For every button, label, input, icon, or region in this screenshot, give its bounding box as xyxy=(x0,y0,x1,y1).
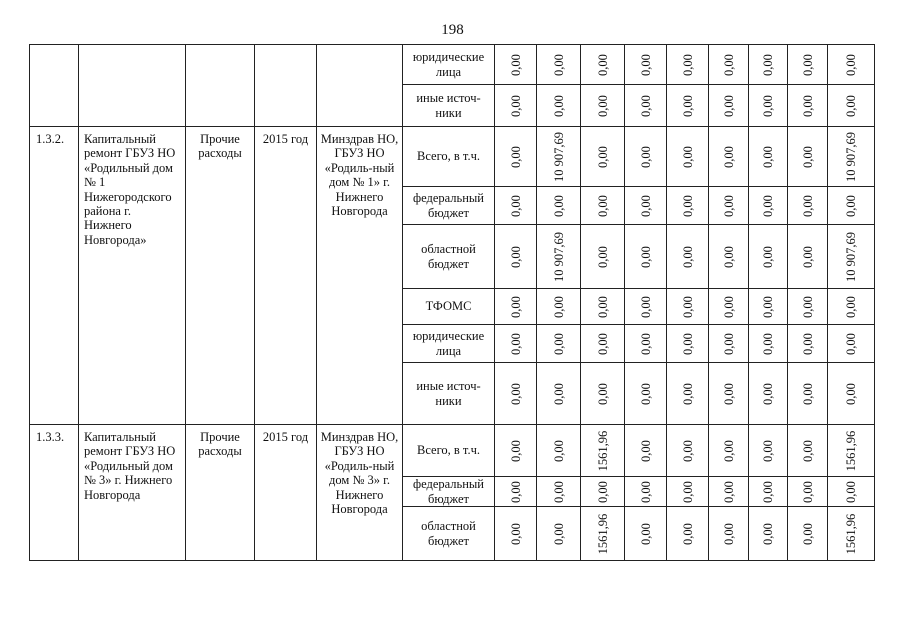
value-text: 0,00 xyxy=(680,332,695,355)
value-cell xyxy=(749,85,788,127)
value-text: 0,00 xyxy=(760,295,775,318)
value-cell xyxy=(788,425,828,477)
value-cell xyxy=(749,187,788,225)
value-cell xyxy=(581,363,625,425)
value-text: 0,00 xyxy=(638,145,653,168)
value-cell xyxy=(788,127,828,187)
item-name: Капитальный ремонт ГБУЗ НО «Родильный дом № 3» г. Нижнего Новгорода xyxy=(79,425,186,561)
value-text: 10 907,69 xyxy=(551,231,566,282)
value-cell xyxy=(667,225,709,289)
value-cell xyxy=(581,425,625,477)
value-cell xyxy=(667,363,709,425)
value-cell xyxy=(581,289,625,325)
value-text: 0,00 xyxy=(508,94,523,117)
value-text: 0,00 xyxy=(760,145,775,168)
value-cell xyxy=(788,45,828,85)
value-text: 0,00 xyxy=(508,245,523,268)
value-cell xyxy=(749,507,788,561)
value-cell xyxy=(495,45,537,85)
value-cell xyxy=(667,289,709,325)
value-cell xyxy=(667,127,709,187)
value-cell xyxy=(709,325,749,363)
value-text: 0,00 xyxy=(508,439,523,462)
value-text: 0,00 xyxy=(800,53,815,76)
value-text: 0,00 xyxy=(508,480,523,503)
value-text: 0,00 xyxy=(721,94,736,117)
value-cell xyxy=(788,477,828,507)
value-cell xyxy=(495,363,537,425)
value-text: 0,00 xyxy=(721,439,736,462)
funding-source: областной бюджет xyxy=(403,507,495,561)
item-executor: Минздрав НО, ГБУЗ НО «Родиль-ный дом № 3» г. Нижнего Новгорода xyxy=(317,425,403,561)
table-row xyxy=(30,127,875,187)
value-text: 0,00 xyxy=(800,439,815,462)
value-cell xyxy=(581,507,625,561)
value-cell xyxy=(581,85,625,127)
value-text: 0,00 xyxy=(760,439,775,462)
value-text: 0,00 xyxy=(508,53,523,76)
value-cell xyxy=(749,325,788,363)
value-cell xyxy=(495,425,537,477)
value-cell xyxy=(625,225,667,289)
table-row xyxy=(30,425,875,477)
value-text: 0,00 xyxy=(800,480,815,503)
item-number: 1.3.3. xyxy=(30,425,79,561)
value-text: 0,00 xyxy=(551,382,566,405)
value-cell xyxy=(709,425,749,477)
value-text: 0,00 xyxy=(551,53,566,76)
value-text: 0,00 xyxy=(760,522,775,545)
value-text: 0,00 xyxy=(551,522,566,545)
value-text: 0,00 xyxy=(760,245,775,268)
value-cell xyxy=(495,325,537,363)
value-text: 0,00 xyxy=(843,382,858,405)
value-text: 0,00 xyxy=(680,439,695,462)
table-row xyxy=(30,45,875,85)
value-cell xyxy=(537,187,581,225)
value-text: 0,00 xyxy=(680,94,695,117)
value-cell xyxy=(537,225,581,289)
funding-source: Всего, в т.ч. xyxy=(403,127,495,187)
value-text: 10 907,69 xyxy=(843,231,858,282)
value-cell xyxy=(788,187,828,225)
value-text: 0,00 xyxy=(508,194,523,217)
value-cell xyxy=(828,425,875,477)
expense-type: Прочие расходы xyxy=(186,127,255,425)
value-cell xyxy=(749,225,788,289)
value-cell xyxy=(495,85,537,127)
value-cell xyxy=(828,187,875,225)
value-cell xyxy=(828,363,875,425)
value-text: 10 907,69 xyxy=(843,131,858,182)
value-text: 0,00 xyxy=(551,194,566,217)
value-cell xyxy=(828,477,875,507)
value-text: 0,00 xyxy=(800,522,815,545)
value-text: 0,00 xyxy=(595,53,610,76)
value-cell xyxy=(537,289,581,325)
value-text: 0,00 xyxy=(800,145,815,168)
value-text: 0,00 xyxy=(595,332,610,355)
value-text: 0,00 xyxy=(721,194,736,217)
value-cell xyxy=(828,45,875,85)
value-text: 0,00 xyxy=(595,145,610,168)
value-cell xyxy=(788,225,828,289)
value-text: 0,00 xyxy=(551,439,566,462)
value-text: 0,00 xyxy=(508,382,523,405)
value-text: 0,00 xyxy=(595,245,610,268)
value-text: 0,00 xyxy=(800,332,815,355)
value-text: 0,00 xyxy=(638,194,653,217)
funding-source: юридические лица xyxy=(403,325,495,363)
value-cell xyxy=(828,127,875,187)
value-cell xyxy=(788,325,828,363)
value-cell xyxy=(625,45,667,85)
value-text: 0,00 xyxy=(843,94,858,117)
value-text: 0,00 xyxy=(721,53,736,76)
value-text: 0,00 xyxy=(680,245,695,268)
value-cell xyxy=(749,45,788,85)
item-executor xyxy=(317,45,403,127)
value-text: 0,00 xyxy=(638,439,653,462)
value-cell xyxy=(667,507,709,561)
value-text: 0,00 xyxy=(721,245,736,268)
value-cell xyxy=(581,325,625,363)
value-cell xyxy=(625,325,667,363)
value-cell xyxy=(581,187,625,225)
value-cell xyxy=(537,45,581,85)
value-cell xyxy=(709,289,749,325)
value-cell xyxy=(537,85,581,127)
value-cell xyxy=(749,477,788,507)
value-cell xyxy=(495,507,537,561)
value-cell xyxy=(709,85,749,127)
value-cell xyxy=(828,507,875,561)
value-cell xyxy=(581,477,625,507)
value-text: 1561,96 xyxy=(595,513,610,554)
value-cell xyxy=(788,363,828,425)
value-text: 0,00 xyxy=(721,295,736,318)
value-text: 0,00 xyxy=(638,94,653,117)
value-text: 0,00 xyxy=(508,295,523,318)
value-text: 0,00 xyxy=(551,295,566,318)
value-text: 0,00 xyxy=(800,295,815,318)
value-text: 0,00 xyxy=(551,332,566,355)
value-cell xyxy=(709,363,749,425)
item-name: Капитальный ремонт ГБУЗ НО «Родильный дом № 1 Нижегородского района г. Нижнего Новгорода» xyxy=(79,127,186,425)
value-cell xyxy=(537,507,581,561)
value-cell xyxy=(749,425,788,477)
item-number: 1.3.2. xyxy=(30,127,79,425)
value-cell xyxy=(581,45,625,85)
value-cell xyxy=(495,477,537,507)
value-cell xyxy=(495,187,537,225)
value-cell xyxy=(788,85,828,127)
value-text: 0,00 xyxy=(760,194,775,217)
item-executor: Минздрав НО, ГБУЗ НО «Родиль-ный дом № 1» г. Нижнего Новгорода xyxy=(317,127,403,425)
value-text: 0,00 xyxy=(638,295,653,318)
item-year: 2015 год xyxy=(255,425,317,561)
value-text: 0,00 xyxy=(721,480,736,503)
value-text: 0,00 xyxy=(760,332,775,355)
value-text: 0,00 xyxy=(638,480,653,503)
funding-source: юридические лица xyxy=(403,45,495,85)
value-cell xyxy=(667,477,709,507)
value-text: 0,00 xyxy=(638,53,653,76)
value-cell xyxy=(788,289,828,325)
value-cell xyxy=(581,225,625,289)
value-cell xyxy=(625,363,667,425)
value-cell xyxy=(625,187,667,225)
item-name xyxy=(79,45,186,127)
value-text: 0,00 xyxy=(595,194,610,217)
funding-source: федеральный бюджет xyxy=(403,477,495,507)
value-text: 0,00 xyxy=(638,522,653,545)
item-year: 2015 год xyxy=(255,127,317,425)
value-cell xyxy=(625,507,667,561)
value-text: 0,00 xyxy=(721,332,736,355)
value-text: 0,00 xyxy=(843,194,858,217)
value-cell xyxy=(788,507,828,561)
value-cell xyxy=(537,127,581,187)
value-text: 0,00 xyxy=(843,295,858,318)
value-text: 0,00 xyxy=(680,522,695,545)
value-cell xyxy=(625,477,667,507)
value-text: 0,00 xyxy=(760,480,775,503)
value-cell xyxy=(495,289,537,325)
funding-source: Всего, в т.ч. xyxy=(403,425,495,477)
value-cell xyxy=(709,187,749,225)
value-cell xyxy=(709,127,749,187)
value-cell xyxy=(709,477,749,507)
value-cell xyxy=(625,289,667,325)
value-cell xyxy=(828,289,875,325)
value-cell xyxy=(495,225,537,289)
expense-type xyxy=(186,45,255,127)
funding-source: иные источ-ники xyxy=(403,85,495,127)
value-text: 0,00 xyxy=(508,145,523,168)
budget-table xyxy=(29,44,875,561)
value-text: 0,00 xyxy=(638,245,653,268)
value-cell xyxy=(667,187,709,225)
value-text: 1561,96 xyxy=(595,430,610,471)
value-text: 0,00 xyxy=(551,94,566,117)
value-text: 0,00 xyxy=(595,94,610,117)
value-cell xyxy=(709,45,749,85)
value-text: 0,00 xyxy=(843,332,858,355)
value-text: 1561,96 xyxy=(843,430,858,471)
funding-source: ТФОМС xyxy=(403,289,495,325)
value-cell xyxy=(537,363,581,425)
value-text: 0,00 xyxy=(508,332,523,355)
value-cell xyxy=(749,289,788,325)
value-cell xyxy=(537,477,581,507)
value-cell xyxy=(667,425,709,477)
value-cell xyxy=(537,425,581,477)
value-cell xyxy=(709,507,749,561)
value-cell xyxy=(828,85,875,127)
value-text: 0,00 xyxy=(638,382,653,405)
value-text: 0,00 xyxy=(680,53,695,76)
value-cell xyxy=(709,225,749,289)
value-cell xyxy=(625,85,667,127)
value-text: 0,00 xyxy=(638,332,653,355)
value-cell xyxy=(667,325,709,363)
item-number xyxy=(30,45,79,127)
value-text: 0,00 xyxy=(551,480,566,503)
value-text: 0,00 xyxy=(843,480,858,503)
value-text: 0,00 xyxy=(680,145,695,168)
value-text: 0,00 xyxy=(680,295,695,318)
funding-source: федеральный бюджет xyxy=(403,187,495,225)
funding-source: иные источ-ники xyxy=(403,363,495,425)
value-text: 0,00 xyxy=(508,522,523,545)
value-cell xyxy=(625,127,667,187)
value-text: 0,00 xyxy=(760,53,775,76)
value-text: 0,00 xyxy=(595,295,610,318)
value-cell xyxy=(749,363,788,425)
value-cell xyxy=(581,127,625,187)
value-text: 0,00 xyxy=(760,382,775,405)
value-text: 0,00 xyxy=(843,53,858,76)
value-cell xyxy=(749,127,788,187)
value-cell xyxy=(667,85,709,127)
value-text: 0,00 xyxy=(800,245,815,268)
value-cell xyxy=(537,325,581,363)
value-cell xyxy=(625,425,667,477)
value-cell xyxy=(495,127,537,187)
expense-type: Прочие расходы xyxy=(186,425,255,561)
value-text: 0,00 xyxy=(680,382,695,405)
table-body xyxy=(30,45,875,561)
value-text: 1561,96 xyxy=(843,513,858,554)
page-number: 198 xyxy=(441,22,464,38)
value-cell xyxy=(667,45,709,85)
value-text: 0,00 xyxy=(800,94,815,117)
value-text: 10 907,69 xyxy=(551,131,566,182)
value-text: 0,00 xyxy=(721,145,736,168)
funding-source: областной бюджет xyxy=(403,225,495,289)
value-text: 0,00 xyxy=(680,480,695,503)
value-text: 0,00 xyxy=(800,382,815,405)
value-text: 0,00 xyxy=(595,480,610,503)
value-text: 0,00 xyxy=(721,522,736,545)
value-text: 0,00 xyxy=(721,382,736,405)
value-cell xyxy=(828,225,875,289)
value-text: 0,00 xyxy=(595,382,610,405)
value-cell xyxy=(828,325,875,363)
value-text: 0,00 xyxy=(680,194,695,217)
value-text: 0,00 xyxy=(800,194,815,217)
item-year xyxy=(255,45,317,127)
value-text: 0,00 xyxy=(760,94,775,117)
